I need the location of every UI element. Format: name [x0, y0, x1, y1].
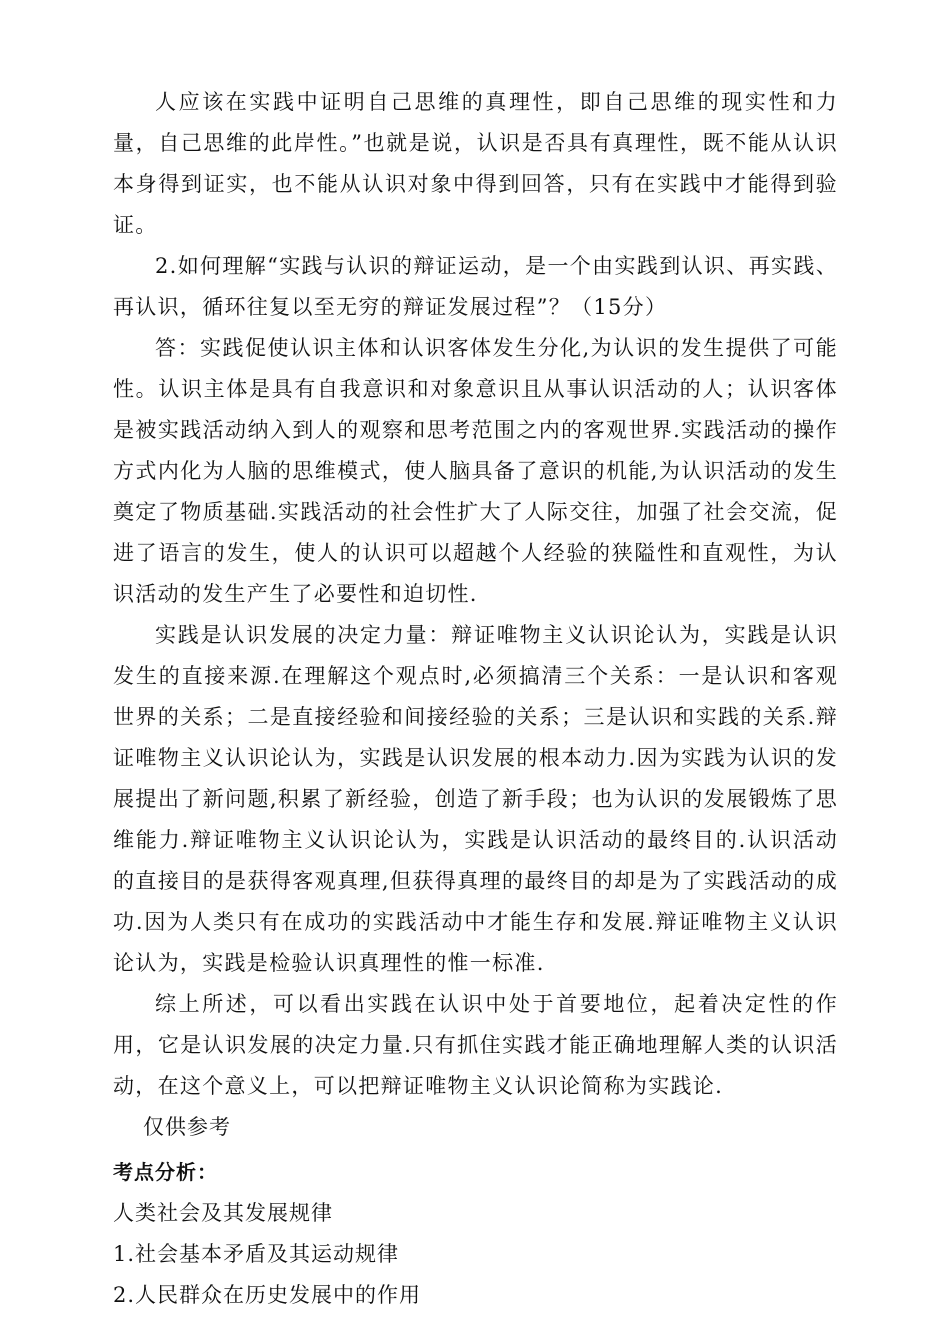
question-2: 2.如何理解“实践与认识的辩证运动，是一个由实践到认识、再实践、再认识，循环往复以至无穷的辩证发展过程”？（15分） [113, 254, 838, 319]
analysis-topic: 人类社会及其发展规律 [113, 1201, 333, 1225]
conclusion-paragraph: 综上所述，可以看出实践在认识中处于首要地位，起着决定性的作用，它是认识发展的决定力量.只有抓住实践才能正确地理解人类的认识活动，在这个意义上，可以把辩证唯物主义认识论简称为实践论. [113, 992, 838, 1098]
answer-paragraph-2: 实践是认识发展的决定力量：辩证唯物主义认识论认为，实践是认识发生的直接来源.在理解这个观点时,必须搞清三个关系：一是认识和客观世界的关系；二是直接经验和间接经验的关系；三是认识和实践的关系.辩证唯物主义认识论认为，实践是认识发展的根本动力.因为实践为认识的发展提出了新问题,积累了新经验，创造了新手段；也为认识的发展锻炼了思维能力.辩证唯物主义认识论认为，实践是认识活动的最终目的.认识活动的直接目的是获得客观真理,但获得真理的最终目的却是为了实践活动的成功.因为人类只有在成功的实践活动中才能生存和发展.辩证唯物主义认识论认为，实践是检验认识真理性的惟一标准. [113, 623, 838, 975]
paragraph-practice-truth: 人应该在实践中证明自己思维的真理性，即自己思维的现实性和力量，自己思维的此岸性。”也就是说，认识是否具有真理性，既不能从认识本身得到证实，也不能从认识对象中得到回答，只有在实践中才能得到验证。 [113, 90, 838, 237]
analysis-point-2: 2.人民群众在历史发展中的作用 [113, 1283, 422, 1307]
analysis-heading: 考点分析： [113, 1160, 218, 1184]
analysis-point-1: 1.社会基本矛盾及其运动规律 [113, 1242, 400, 1266]
answer-paragraph-1: 答：实践促使认识主体和认识客体发生分化,为认识的发生提供了可能性。认识主体是具有自我意识和对象意识且从事认识活动的人；认识客体是被实践活动纳入到人的观察和思考范围之内的客观世界.实践活动的操作方式内化为人脑的思维模式，使人脑具备了意识的机能,为认识活动的发生奠定了物质基础.实践活动的社会性扩大了人际交往，加强了社会交流，促进了语言的发生，使人的认识可以超越个人经验的狭隘性和直观性，为认识活动的发生产生了必要性和迫切性. [113, 336, 838, 606]
reference-note: 仅供参考 [143, 1115, 231, 1139]
